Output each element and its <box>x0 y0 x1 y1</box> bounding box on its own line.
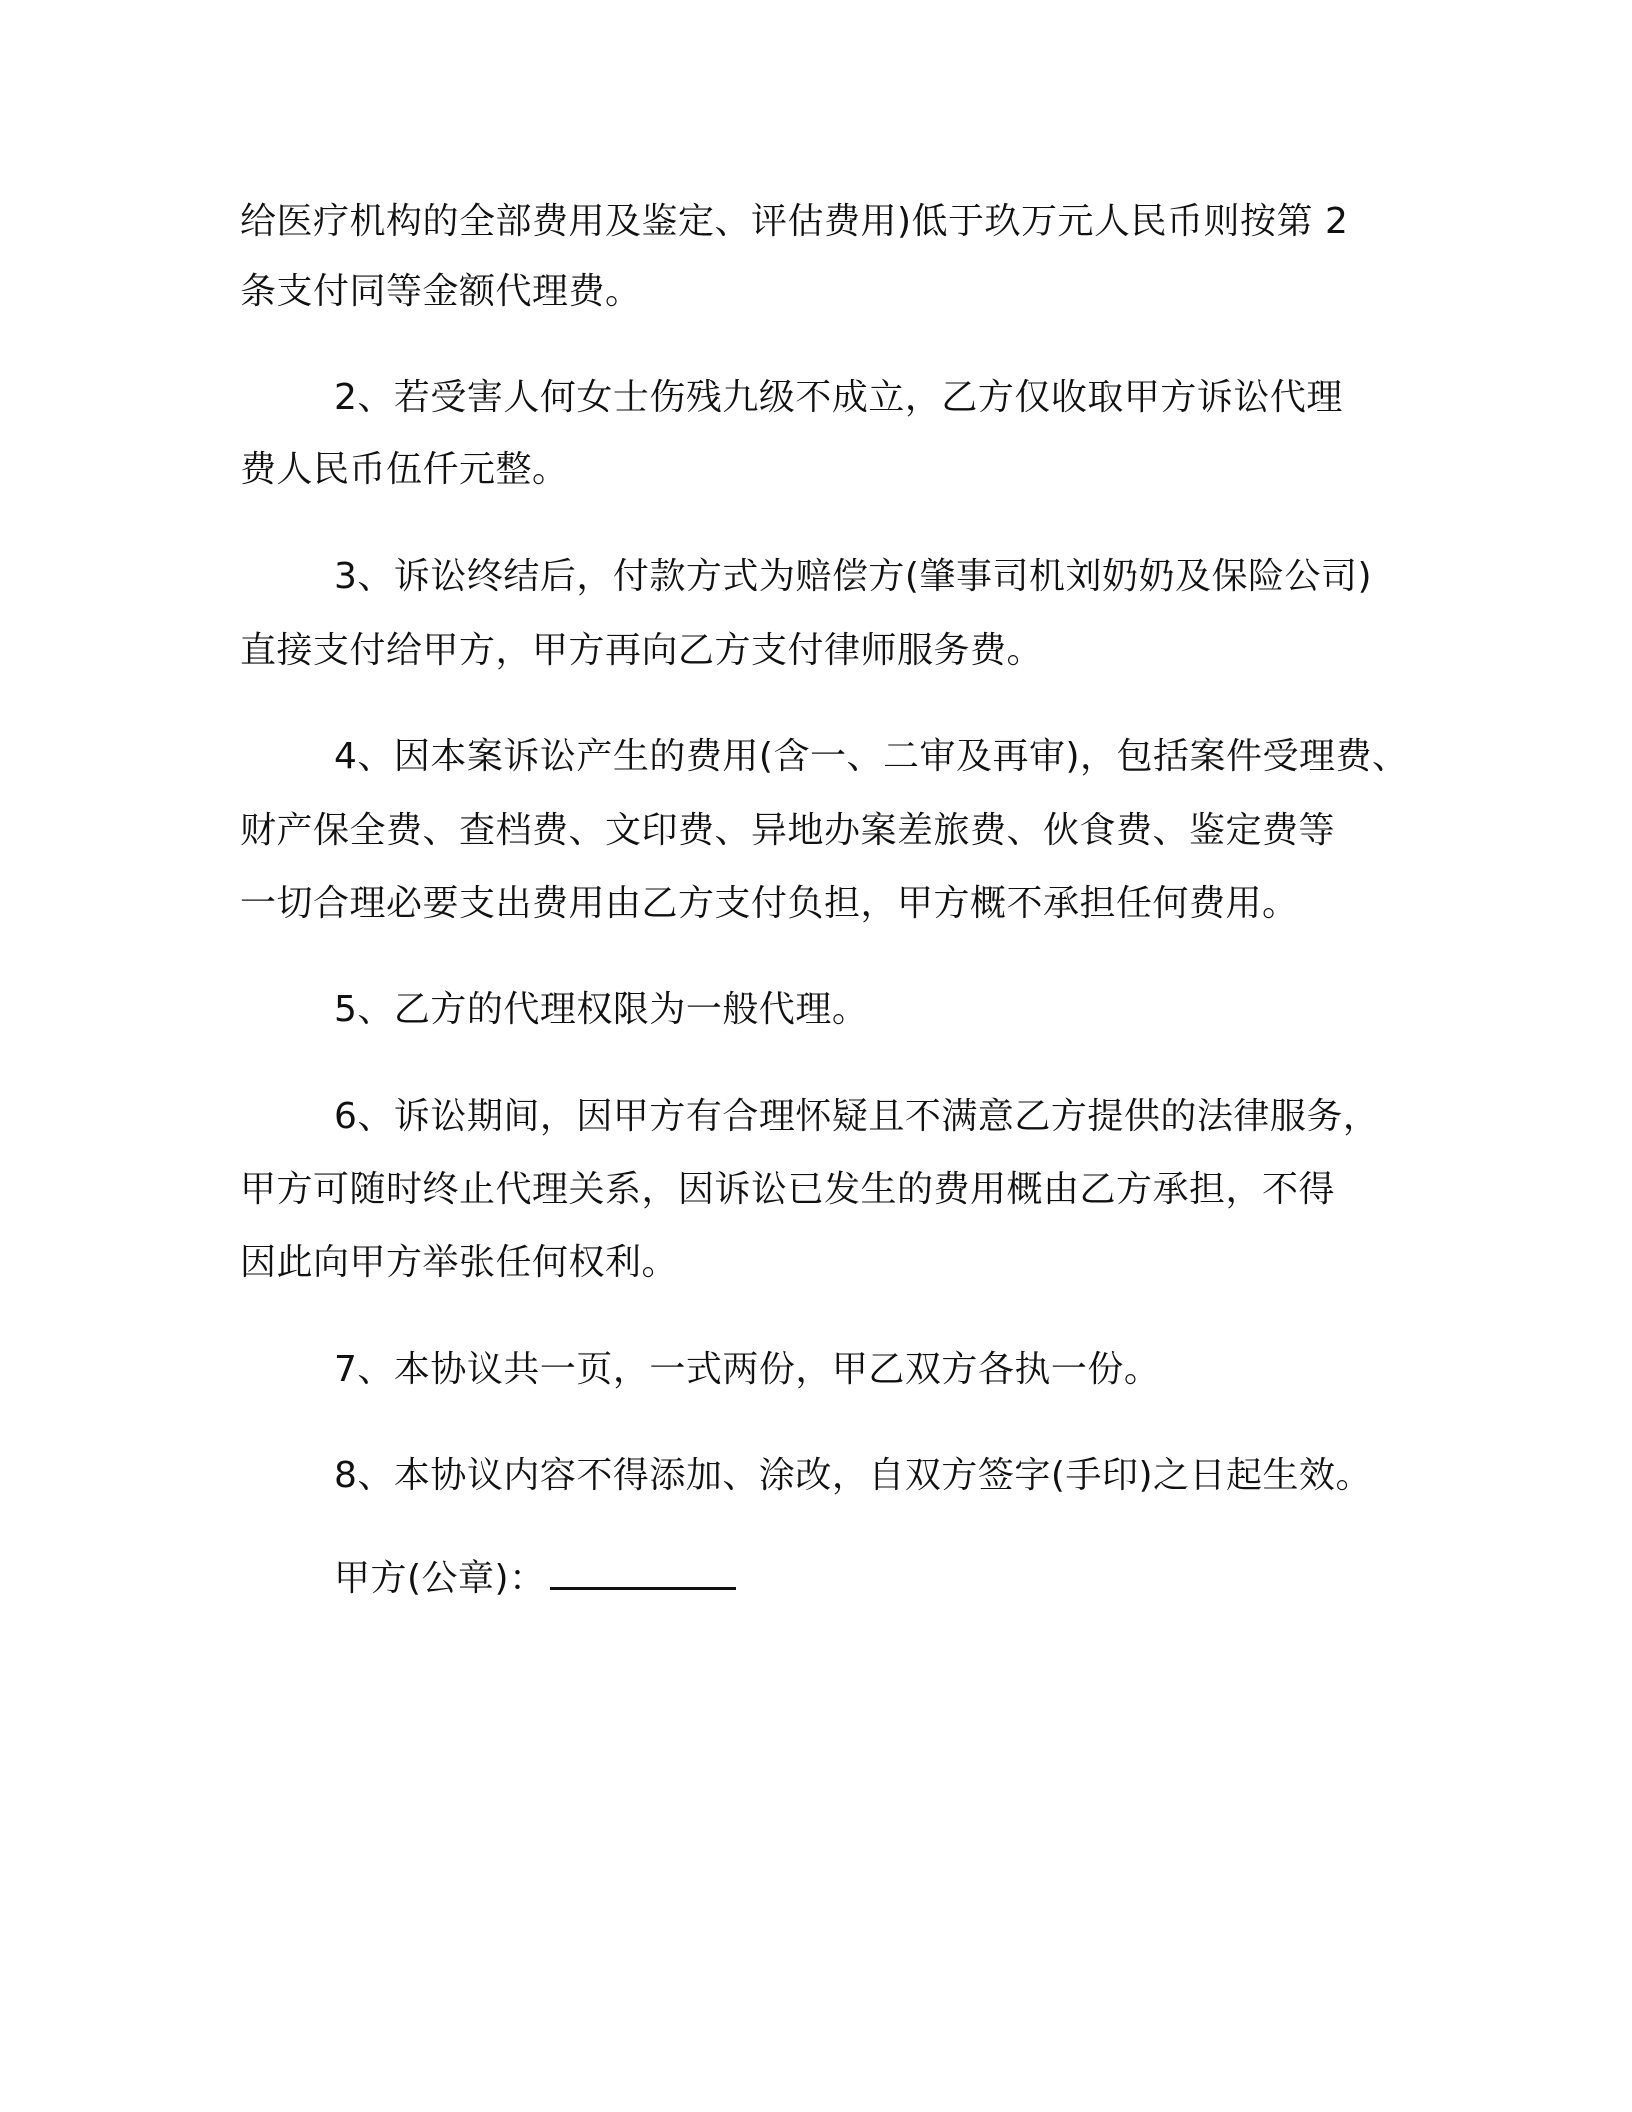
clause-4-line-3: 一切合理必要支出费用由乙方支付负担，甲方概不承担任何费用。 <box>240 883 1299 924</box>
clause-1-continued-line-1: 给医疗机构的全部费用及鉴定、评估费用)低于玖万元人民币则按第 2 <box>240 201 1349 242</box>
clause-6-line-3: 因此向甲方举张任何权利。 <box>240 1242 679 1283</box>
signature-blank-line <box>550 1557 736 1590</box>
clause-4-line-1: 4、因本案诉讼产生的费用(含一、二审及再审)，包括案件受理费、 <box>334 736 1409 777</box>
clause-2-line-1: 2、若受害人何女士伤残九级不成立，乙方仅收取甲方诉讼代理 <box>334 377 1343 418</box>
clause-3-line-1: 3、诉讼终结后，付款方式为赔偿方(肇事司机刘奶奶及保险公司) <box>334 556 1372 597</box>
clause-5-line-1: 5、乙方的代理权限为一般代理。 <box>334 989 869 1030</box>
clause-3-line-2: 直接支付给甲方，甲方再向乙方支付律师服务费。 <box>240 630 1044 671</box>
clause-6-line-1: 6、诉讼期间，因甲方有合理怀疑且不满意乙方提供的法律服务， <box>334 1096 1380 1137</box>
clause-4-line-2: 财产保全费、查档费、文印费、异地办案差旅费、伙食费、鉴定费等 <box>240 810 1336 851</box>
signature-label: 甲方(公章)： <box>334 1558 546 1599</box>
clause-6-line-2: 甲方可随时终止代理关系，因诉讼已发生的费用概由乙方承担，不得 <box>240 1169 1336 1210</box>
signature-row <box>334 1555 736 1603</box>
clause-8-line-1: 8、本协议内容不得添加、涂改，自双方签字(手印)之日起生效。 <box>334 1455 1372 1496</box>
clause-7-line-1: 7、本协议共一页，一式两份，甲乙双方各执一份。 <box>334 1349 1161 1390</box>
clause-1-continued-line-2: 条支付同等金额代理费。 <box>240 271 642 312</box>
clause-2-line-2: 费人民币伍仟元整。 <box>240 449 569 490</box>
